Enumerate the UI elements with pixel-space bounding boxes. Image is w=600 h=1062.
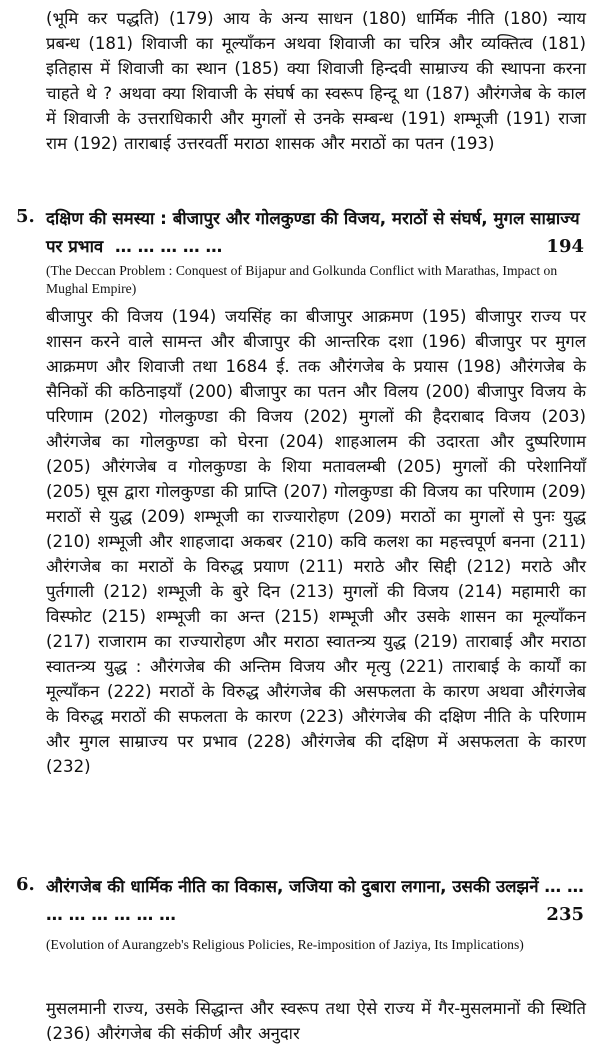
chapter-number: 5. [16,206,35,227]
leader-dots: … … … … … … … … [46,876,584,924]
chapter-page-number: 235 [546,904,584,925]
chapter-title-english: (The Deccan Problem : Conquest of Bijapur and Golkunda Conflict with Marathas, Impact on Mughal Empire) [46,263,558,296]
leader-dots: … … … … … [114,236,223,256]
chapter-title-hindi: दक्षिण की समस्या : बीजापुर और गोलकुण्डा की विजय, मराठों से संघर्ष, मुगल साम्राज्य पर प्रभाव [46,208,580,256]
chapter-heading [46,204,586,260]
chapter-page-number: 194 [546,236,584,257]
chapter-heading [46,872,586,928]
text-paragraph: मुसलमानी राज्य, उसके सिद्धान्त और स्वरूप तथा ऐसे राज्य में गैर-मुसलमानों की स्थिति (236) औरंगजेब की संकीर्ण और अनुदार [46,999,586,1043]
chapter-title-english: (Evolution of Aurangzeb's Religious Policies, Re-imposition of Jaziya, Its Implications) [46,937,524,952]
text-paragraph-continued: (भूमि कर पद्धति) (179) आय के अन्य साधन (180) धार्मिक नीति (180) न्याय प्रबन्ध (181) शिवाजी का मूल्यॉंकन अथवा शिवाजी का चरित्र और व्यक्तित्व (181) इतिहास में शिवाजी का स्थान (185) क्या शिवाजी हिन्दवी साम्राज्य की स्थापना करना चाहते थे ? अथवा क्या शिवाजी के संघर्ष का स्वरूप हिन्दू था (187) औरंगजेब के काल में शिवाजी के उत्तराधिकारी और मुगलों से उनके सम्बन्ध (191) शम्भूजी (191) राजा राम (192) ताराबाई उत्तरवर्ती मराठा शासक और मराठों का पतन (193) [46,9,586,153]
text-paragraph: बीजापुर की विजय (194) जयसिंह का बीजापुर आक्रमण (195) बीजापुर राज्य पर शासन करने वाले सामन्त और बीजापुर की आन्तरिक दशा (196) बीजापुर पर मुगल आक्रमण और शिवाजी तथा 1684 ई. तक औरंगजेब के प्रयास (198) औरंगजेब के सैनिकों की कठिनाइयॉं (200) बीजापुर का पतन और विलय (200) बीजापुर विजय के परिणाम (202) गोलकुण्डा की विजय (202) मुगलों की हैदराबाद विजय (203) औरंगजेब का गोलकुण्डा को घेरना (204) शाहआलम की उदारता और दुष्परिणाम (205) औरंगजेब व गोलकुण्डा के शिया मतावलम्बी (205) मुगलों की परेशानियॉं (205) घूस द्वारा गोलकुण्डा की प्राप्ति (207) गोलकुण्डा की विजय का परिणाम (209) मराठों से युद्ध (209) शम्भूजी का राज्यारोहण (209) मराठों का मुगलों से पुनः युद्ध (210) शम्भूजी और शाहजादा अकबर (210) कवि कलश का महत्त्वपूर्ण बनना (211) औरंगजेब का मराठों के विरुद्ध प्रयाण (211) मराठे और सिद्दी (212) मराठे और पुर्तगाली (212) शम्भूजी के बुरे दिन (213) मुगलों की विजय (214) महामारी का विस्फोट (215) शम्भूजी का अन्त (215) शम्भूजी और उसके शासन का मूल्यॉंकन (217) राजाराम का राज्यारोहण और मराठा स्वातन्त्र्य युद्ध (219) ताराबाई और मराठा स्वातन्त्र्य युद्ध : औरंगजेब की अन्तिम विजय और मृत्यु (221) ताराबाई के कार्यों का मूल्यॉंकन (222) मराठों के विरुद्ध औरंगजेब की असफलता के कारण अथवा औरंगजेब के विरुद्ध मराठों की सफलता के कारण (223) औरंगजेब की दक्षिण नीति के परिणाम और मुगल साम्राज्य पर प्रभाव (228) औरंगजेब की दक्षिण में असफलता के कारण (232) [46,307,586,776]
chapter-number: 6. [16,874,35,895]
chapter-title-hindi: औरंगजेब की धार्मिक नीति का विकास, जजिया को दुबारा लगाना, उसकी उलझनें [46,876,539,896]
